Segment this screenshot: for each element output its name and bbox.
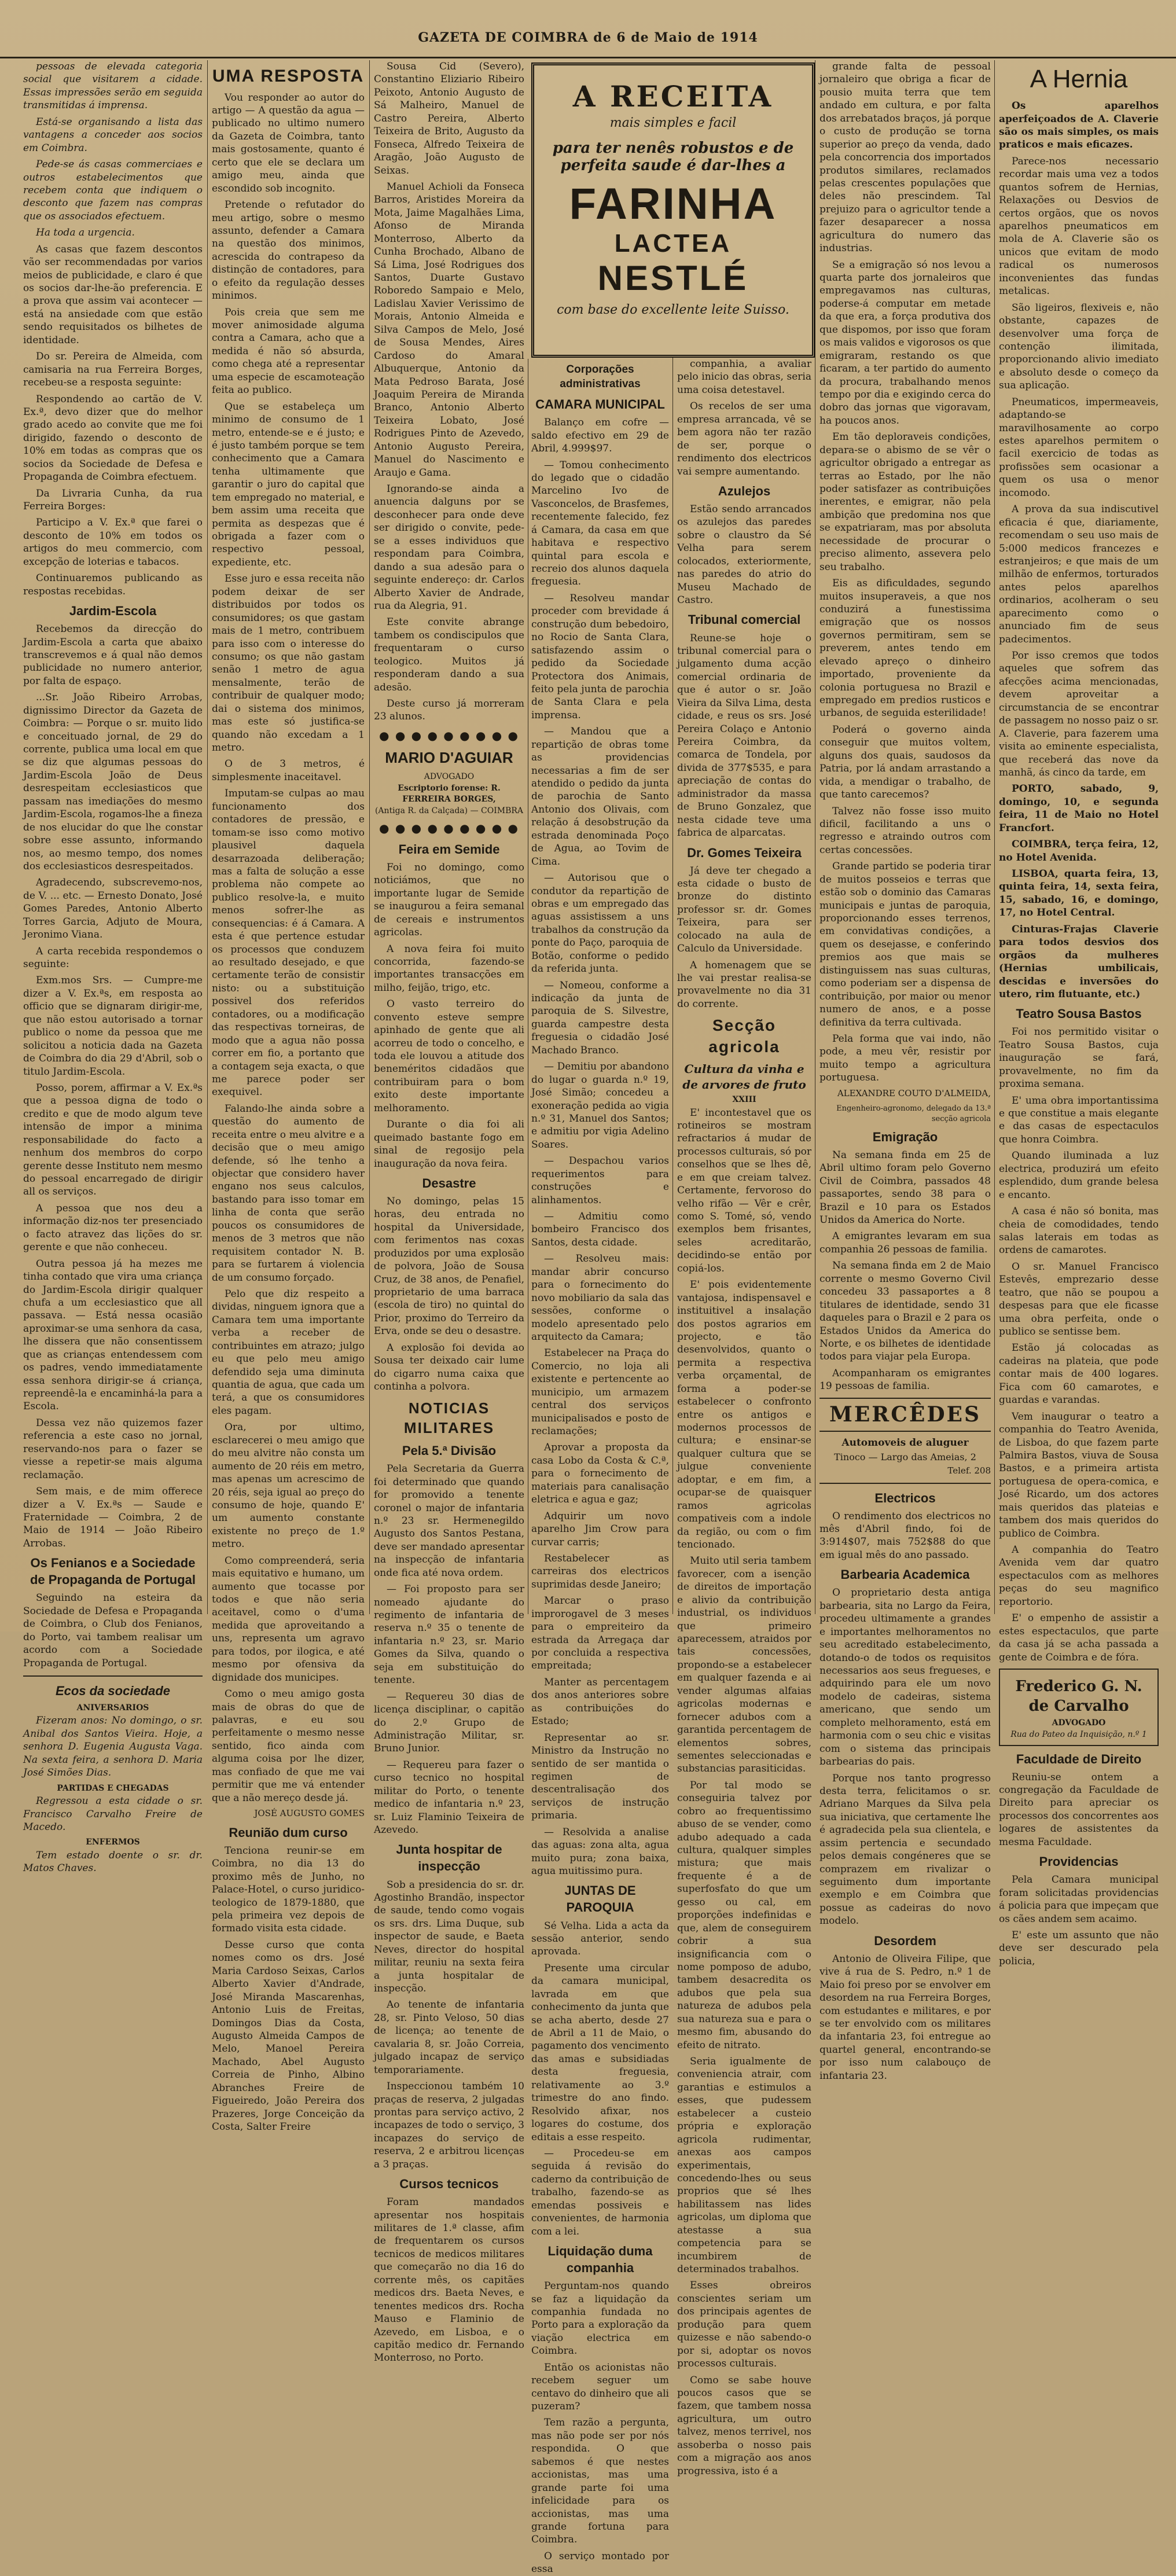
section-heading: Teatro Sousa Bastos [1016,1006,1142,1021]
section-heading: Reunião dum curso [229,1825,348,1840]
paragraph: — Nomeou, conforme a indicação da junta de paroquia de S. Silvestre, guarda campestre desta freguesia o cidadão José Machado Branco. [531,979,669,1056]
paragraph: Como o meu amigo gosta mais de obras do que de palavras, e eu sou perfeitamente o mesmo nesse sentido, fico ainda com alguma coisa por lhe dizer, mas confiado de que me vai permitir que me vá entender que a não mereço desde já. [212,1688,365,1804]
paragraph: Então os acionistas não recebem seguer um centavo do dinheiro que ali puzeram? [531,2361,669,2412]
paragraph: Por tal modo se conseguiria talvez por cobro ao frequentissimo abuso de se vender, como adubo adequado a cada cultura, qualquer simples mistura; que mais frequente é a de superfosfato do que um gesso ou cal, em proporções indefinidas e que, alem de conseguirem cobrir a sua insignificancia com o nome pomposo de adubo, tambem desacredita os adubos que pela sua natureza de adubos pela sua natureza sua e para o mesmo fim, abusando do efeito de nitrato. [677,1779,811,2051]
section-heading: Ecos da sociedade [55,1683,171,1698]
paragraph: Ora, por ultimo, esclarecerei o meu amigo que do meu alvitre não consta um aumento de 20 réis em metro, mas apenas um acrescimo de 20 réis, seja igual ao preço do consumo de hoje, quando E' um aumento constante existente no preço de 1.º metro. [212,1421,365,1550]
section-heading: Os Fenianos e a Sociedade de Propaganda de Portugal [30,1556,196,1588]
section-heading: Electricos [874,1490,936,1505]
paragraph: Seguindo na esteira da Sociedade de Defesa e Propaganda de Coimbra, o Club dos Fenianos, do Porto, vai tambem realisar um acordo com a Sociedade Propaganda de Portugal. [23,1592,203,1669]
section-heading: JUNTAS DE PAROQUIA [564,1883,636,1915]
paragraph: A prova da sua indiscutivel eficacia é que, diariamente, recomendam o seu uso mais de 5:000 medicos francezes e estranjeiros; e que mais de um milhão de enfermos, torturados antes pelos aparelhos ordinarios, acolheram o seu aparecimento como o anunciado fim de seus padecimentos. [999,504,1159,645]
section-heading: Cursos tecnicos [399,2177,499,2192]
paragraph: A homenagem que se lhe vai prestar realisa-se provavelmente no dia 31 do corrente. [677,959,811,1010]
paragraph: Estão sendo arrancados os azulejos das paredes sobre o claustro da Sé Velha para serem colocados, exteriormente, nas paredes do atrio do Museu Machado de Castro. [677,503,811,607]
paragraph: O de 3 metros, é simplesmente inaceitavel. [212,758,365,783]
paragraph: Balanço em cofre — saldo efectivo em 29 de Abril, 4.999$97. [531,417,669,455]
paragraph: Dessa vez não quizemos fazer referencia a este caso no jornal, reservando-nos para o fazer se viesse a repetir-se mais alguma reclamação. [23,1417,203,1481]
paragraph: Seria igualmente de conveniencia atrair, com garantias e estimulos a esses, que pudessem estabelecer a custeio própria e exploração agricola rudimentar, anexas aos campos experimentais, concedendo-lhes ou seus proprios que sé lhes habilitassem nas lides agricolas, um diploma que atestasse a sua competencia para se incumbirem de determinados trabalhos. [677,2056,811,2275]
paragraph: Pneumaticos, impermeaveis, adaptando-se maravilhosamente ao corpo estes aparelhos permitem o facil exercicio de todas as profissões sem ocasionar a quem os usa o menor incomodo. [999,396,1159,499]
paragraph: Cinturas-Frajas Claverie para todos desvios dos orgãos da mulheres (Hernias umbilicais, descidas e inversões do utero, rim flutuante, etc.) [999,923,1159,1000]
paragraph: — Procedeu-se em seguida á revisão do caderno da contribuição de trabalho, fazendo-se as emendas possiveis e convenientes, de harmonia com a lei. [531,2147,669,2237]
paragraph: Parece-nos necessario recordar mais uma vez a todos quantos sofrem de Hernias, Relaxações ou Desvios de certos orgãos, que os novos aparelhos pneumaticos em mola de A. Claverie são os unicos que evitam de modo radical os numerosos inconvenientes das fundas metalicas. [999,155,1159,297]
paragraph: Durante o dia foi ali queimado bastante fogo em sinal de regosijo pela inauguração da nova feira. [374,1119,524,1170]
section-heading: Tribunal comercial [688,612,801,627]
ad-tagline: mais simples e facil [609,116,737,130]
paragraph: grande falta de pessoal jornaleiro que obriga a ficar de pousio muita terra que tem andado em cultura, e por falta dos arrebatados braços, já porque o custo de produção se torna superior ao preço da venda, dado pela concorrencia dos importados produtos similares, reclamados pelas crescentes populações que deles não prescindem. Tal prejuizo para o agricultor tende a fazer desaparecer a nossa agricultura do numero das industrias. [819,61,991,255]
paragraph: Marcar o praso improrogavel de 3 meses para o empreiteiro da estrada da Arregaça dar por concluida a respectiva empreitada; [531,1595,669,1672]
paragraph: E' o empenho de assistir a estes espectaculos, que parte da casa já se acha passada a gente de Coimbra e de fóra. [999,1612,1159,1663]
paragraph: Desse curso que conta nomes como os drs. José Maria Cardoso Seixas, Carlos Alberto Xavier d'Andrade, José Miranda Mascarenhas, Antonio Luis de Freitas, Domingos Dias da Costa, Augusto Almeida Campos de Melo, Manoel Pereira Machado, Abel Augusto Correia de Pinho, Albino Abranches Freire de Figueiredo, João Pereira dos Prazeres, Jorge Conceição da Costa, Salter Freire [212,1939,365,2133]
paragraph: Ha toda a urgencia. [36,227,135,239]
paragraph: Falando-lhe ainda sobre a questão do aumento de receita entre o meu alvitre e a decisão que o meu amigo defende, só lhe tenho a objectar que considero haver engano nos seus calculos, bastando para isso tomar em linha de conta que serão poucos os consumidores de menos de 3 metros que não requisitem contador N. B. para se furtarem á violencia de um consumo forçado. [212,1103,365,1284]
paragraph: Regressou a esta cidade o sr. Francisco Carvalho Freire de Macedo. [23,1795,203,1833]
section-heading: Secção agricola [708,1016,780,1056]
paragraph: Participo a V. Ex.ª que farei o desconto de 10% em todos os artigos do meu commercio, com excepção de loterias e tabacos. [23,517,203,568]
paragraph: — Autorisou que o condutor da repartição de obras e um empregado das aguas assistissem a uns trabalhos da construção da ponte do Paço, paroquia de Botão, conforme o pedido da referida junta. [531,872,669,975]
ad-product-word-2: LACTEA [614,229,732,258]
paragraph: Sob a presidencia do sr. dr. Agostinho Brandão, inspector de saude, tendo como vogais os srs. drs. Lima Duque, sub inspector de saude, e Baeta Neves, director do hospital militar, reuniu na sexta feira a junta hospitalar de inspecção. [374,1879,524,1994]
paragraph: Reuniu-se ontem a congregação da Faculdade de Direito para apreciar os processos dos concorrentes aos logares de assistentes da mesma Faculdade. [999,1771,1159,1848]
mercedes-ad-line: Automoveis de aluguer [841,1437,969,1449]
paragraph: Está-se organisando a lista das vantagens a conceder aos socios em Coimbra. [23,116,203,154]
divider [819,1483,991,1484]
paragraph: Muito util seria tambem favorecer, com a isenção de direitos de importação e alivio da contribuição industrial, os individuos que primeiro aparecessem, atraidos por tais concessões, propondo-se a estabelecer em qualquer fazenda e ai vender algumas alfaias agricolas modernas e fornecer adubos com a garantida percentagem de elementos sobres, sementes seleccionadas e substancias parasiticidas. [677,1555,811,1775]
paragraph: PORTO, sabado, 9, domingo, 10, e segunda feira, 11 de Maio no Hotel Francfort. [999,783,1159,834]
article-title: UMA RESPOSTA [212,67,365,86]
paragraph: — Despachou varios requerimentos para construções e alinhamentos. [531,1155,669,1206]
column-rule [369,60,370,1614]
paragraph: — Mandou que a repartição de obras tome as providencias necessarias a fim de ser atendido o pedido da junta de parochia de Santo Antonio dos Olivais, com relação á desobstrução da estrada denominada Poço de Agua, ao Tovim de Cima. [531,726,669,868]
paragraph: Presente uma circular da camara municipal, lavrada em que conhecimento da junta que se acha aberto, desde 27 de Abril a 11 de Maio, o pagamento dos vencimento das amas e subsidiadas desta freguesia, relativamente ao 3.º trimestre do ano findo. Resolvido afixar, nos logares do costume, dos editais a esse respeito. [531,1962,669,2143]
section-heading: Corporações administrativas [560,363,641,391]
subheading: ANIVERSARIOS [76,1703,149,1713]
paragraph: Por isso cremos que todos aqueles que sofrem das afecções acima mencionadas, devem aproveitar a circumstancia de se encontrar de passagem no nosso paiz o sr. A. Claverie, para fazerem uma visita ao eminente especialista, que receberá das nove da manhã, ás cinco da tarde, em [999,650,1159,778]
paragraph: — Resolveu mandar proceder com brevidade á construção dum bebedoiro, no Rocio de Santa Clara, satisfazendo assim o pedido da Sociedade Protectora dos Animais, feito pela junta de parochia de Santa Clara e pela imprensa. [531,592,669,721]
paragraph: Antonio de Oliveira Filipe, que vive á rua de S. Pedro, n.º 1 de Maio foi preso por se envolver em desordem na rua Ferreira Borges, com estudantes e militares, e por se ter envolvido com os militares da infantaria 23, foi entregue ao quartel general, encontrando-se por isso num calabouço de infantaria 23. [819,1953,991,2082]
section-heading: Junta hospitar de inspecção [396,1842,502,1874]
paragraph: O vasto terreiro do convento esteve sempre apinhado de gente que ali acorreu de todo o concelho, e toda ele louvou a atitude dos beneméritos cidadãos que contribuiram para o bom exito deste importante melhoramento. [374,998,524,1114]
column-4 [531,358,669,2575]
paragraph: Que se estabeleça um minimo de consumo de 1 metro, entende-se e é justo; e é justo também porque se tem conhecimento que a Camara tenha ultimamente que garantir o juro do capital que tem empregado no material, e bem assim uma receita que permita as despezas que é obrigada a fazer com o respectivo pessoal, expediente, etc. [212,400,365,568]
paragraph: A companhia do Teatro Avenida vem dar quatro espectaculos com as melhores peças do seu magnifico reportorio. [999,1544,1159,1608]
section-heading: Feira em Semide [398,841,500,857]
paragraph: Foi nos permitido visitar o Teatro Sousa Bastos, cuja inauguração se fará, provavelmente, no fim da proxima semana. [999,1026,1159,1090]
paragraph: Perguntam-nos quando se faz a liquidação da companhia fundada no Porto para a exploração da viação electrica em Coimbra. [531,2280,669,2357]
paragraph: Os recelos de ser uma empresa arrancada, vê se bem agora não ter razão de ser, porque o rendimento dos electricos vai sempre aumentando. [677,400,811,477]
section-heading: Desordem [874,1933,936,1948]
paragraph: Na semana finda em 2 de Maio corrente o mesmo Governo Civil concedeu 33 passaportes a 8 titulares de identidade, sendo 31 daqueles para o Brazil e 2 para os Estados Unidos da America do Norte, e os bilhetes de identidade todos para viajar pela Europa. [819,1260,991,1363]
subheading: PARTIDAS E CHEGADAS [57,1783,169,1793]
paragraph: — Demitiu por abandono do lugar o guarda n.º 19, José Simão; concedeu a exoneração pedida ao vigia n.º 31, Manuel dos Santos; e admitiu por vigia Adelino Soares. [531,1061,669,1151]
signature-title: Engenheiro-agronomo, delegado da 13.ª secção agricola [836,1104,991,1123]
paragraph: Ignorando-se ainda a anuencia dalguns por se desconhecer para onde deve ser dirigido o convite, pede-se a esses individuos que respondam para Coimbra, dando a sua adesão para o seguinte endereço: dr. Carlos Alberto Xavier de Andrade, rua da Alegria, 91. [374,483,524,612]
paragraph: Este convite abrange tambem os condiscipulos que frequentaram o curso teologico. Muitos já responderam dando a sua adesão. [374,616,524,693]
paragraph: E' este um assunto que não deve ser descurado pela policia, [999,1929,1159,1967]
paragraph: O sr. Manuel Francisco Estevês, emprezario desse teatro, que não se poupou a despesas para que ele ficasse uma obra perfeita, onde o publico se sentisse bem. [999,1261,1159,1338]
paragraph: Grande partido se poderia tirar de muitos posseios e terras que estão sob o dominio das Camaras municipais e juntas de paroquia, proporcionando esses terrenos, em convidativas condições, a quem os desejasse, e conferindo premios aos que mais se distinguissem nas suas culturas, como poderiam ser a dispensa de contribuição, por maior ou menor numero de anos, e a posse definitiva da terra cultivada. [819,861,991,1028]
paragraph: O proprietario desta antiga barbearia, sita no Largo da Feira, procedeu ultimamente a grandes e importantes melhoramentos no seu acreditado estabelecimento, dotando-o de todos os requisitos necessarios aos seus fregueses, e adquirindo para ele um novo modelo de cadeiras, sistema americano, que sendo um completo melhoramento, está em harmonia com o seu chic e visitas com o sistema das principais barbearias do pais. [819,1587,991,1768]
ad-footer: com base do excellente leite Suisso. [557,303,789,317]
paragraph: Restabelecer as carreiras dos electricos suprimidas desde Janeiro; [531,1552,669,1590]
paragraph: Da Livraria Cunha, da rua Ferreira Borges: [23,487,203,512]
section-heading: Faculdade de Direito [1016,1751,1142,1766]
paragraph: Como se sabe houve poucos casos que se fazem, que tambem nossa agricultura, um outro talvez, menos terrivel, nos assoberba o nosso pais com a migração aos anos progressiva, isto é a [677,2374,811,2477]
paragraph: A carta recebida respondemos o seguinte: [23,945,203,971]
signature: JOSÉ AUGUSTO GOMES [254,1808,365,1819]
paragraph: Porque nos tanto progresso desta terra, felicitamos o sr. Adriano Marques da Silva pela sua iniciativa, que certamente lhe é agradecida pela sua clientela, e assim pertencia e secundado pelos demais congéneres que se comprazem em rivalizar o seguimento dum importante exemplo e em Coimbra que possue as cadeiras do novo modelo. [819,1772,991,1927]
section-heading: Emigração [872,1129,938,1144]
paragraph: A emigrantes levaram em sua companhia 26 pessoas de familia. [819,1230,991,1255]
paragraph: — Resolvida a analise das aguas: zona alta, agua muito pura; zona baixa, agua muitissimo pura. [531,1826,669,1877]
paragraph: COIMBRA, terça feira, 12, no Hotel Avenida. [999,839,1159,863]
paragraph: A pessoa que nos deu a informação diz-nos ter presenciado o facto atravez das lições do sr. gerente e que não conheceu. [23,1202,203,1254]
paragraph: Os aparelhos aperfeiçoados de A. Claverie são os mais simples, os mais praticos e mais eficazes. [999,100,1159,151]
paragraph: Tem razão a pergunta, mas não pode ser por nós respondida. O que sabemos é que nestes accionistas, mas uma grande parte foi uma infelicidade para os accionistas, mas uma grande fortuna para Coimbra. [531,2417,669,2546]
paragraph: Respondendo ao cartão de V. Ex.ª, devo dizer que do melhor grado acedo ao convite que me foi dirigido, fazendo o desconto de 10% em todas as compras que os socios da Sociedade de Defesa e Propaganda de Coimbra efectuem. [23,393,203,483]
paragraph: Representar ao sr. Ministro da Instrução no sentido de ser mantida o regimen de descentralisação dos serviços de instrução primaria. [531,1732,669,1822]
ad-claim: para ter nenês robustos e de perfeita saude é dar-lhes a [552,139,794,174]
paragraph: — Foi proposto para ser nomeado ajudante do regimento de infantaria de reserva n.º 35 o tenente de infantaria n.º 23, sr. Mario Gomes da Silva, quando o seja em substituição do tenente. [374,1583,524,1686]
paragraph: O rendimento dos electricos no mês d'Abril findo, foi de 3:914$07, mais 752$88 do que em igual mês do ano passado. [819,1510,991,1561]
paragraph: Posso, porem, affirmar a V. Ex.ªs que a pessoa digna de todo o credito e que de modo algum teve intensão de impor a minima responsabilidade do facto a nenhum dos membros do corpo gerente desse Instituto nem mesmo do pessoal encarregado de dirigir all os serviços. [23,1082,203,1198]
ad-lawyer-name: Frederico G. N. de Carvalho [1015,1677,1142,1715]
ad-lawyer-address: Rua do Pateo da Inquisição, n.º 1 [1010,1730,1147,1740]
ad-lawyer-office: Escriptorio forense: R. FERREIRA BORGES, [398,784,501,804]
section-heading: Providencias [1039,1854,1119,1869]
paragraph: A explosão foi devida ao Sousa ter deixado cair lume do cigarro numa caixa que continha a polvora. [374,1342,524,1393]
signature: ALEXANDRE COUTO D'ALMEIDA, [837,1087,991,1098]
ad-lawyer-name: MARIO D'AGUIAR [385,749,513,767]
column-2 [212,60,365,2133]
paragraph: A nova feira foi muito concorrida, fazendo-se importantes transacções em milho, feijão, trigo, etc. [374,943,524,994]
paragraph: Sem mais, e de mim offerece dizer a V. Ex.ªs — Saude e Fraternidade — Coimbra, 2 de Maio de 1914 — João Ribeiro Arrobas. [23,1486,203,1549]
paragraph: Do sr. Pereira de Almeida, com camisaria na rua Ferreira Borges, recebeu-se a resposta seguinte: [23,351,203,389]
paragraph: Em tão deploraveis condições, depara-se o abismo de se vêr o agricultor obrigado a entregar as terras ao Estado, por lhe não poder satisfazer as contribuições inerentes, e emigrar, não pela ambição que predomina nos que se expatriaram, mas por absoluta necessidade de procurar o preciso alimento, assevera pelo seu trabalho. [819,431,991,573]
paragraph: ...Sr. João Ribeiro Arrobas, dignissimo Director da Gazeta de Coimbra: — Porque o sr. muito lido e conceituado jornal, de 29 do corrente, publica uma local em que se diz que algumas pessoas do Jardim-Escola João de Deus desrespeitam ecclesiasticos que passam nas imediações do mesmo Jardim-Escola, rogamos-lhe a fineza de nos elucidar do que lhe constar sobre esse assunto, informando nos, ao mesmo tempo, dos nomes dos ecclesiasticos desrespeitados. [23,692,203,872]
paragraph: Foram mandados apresentar nos hospitais militares de 1.ª classe, afim de frequentarem os cursos tecnicos de medicos militares que começarão no dia 16 do corrente mês, os capitães medicos drs. Baeta Neves, e tenentes medicos drs. Rocha Mauso e Flaminio de Azevedo, em Lisboa, e o capitão medico dr. Fernando Monterroso, no Porto. [374,2196,524,2364]
ad-brand: NESTLÉ [597,259,749,297]
subheading: Cultura da vinha e de arvores de fruto [682,1062,806,1092]
paragraph: Ao tenente de infantaria 28, sr. Pinto Veloso, 50 dias de licença; ao tenente de cavalaria 8, sr. João Correia, julgado incapaz de serviço temporariamente. [374,1999,524,2076]
paragraph: Exm.mos Srs. — Cumpre-me dizer a V. Ex.ªs, em resposta ao officio que se dignaram dirigir-me, que não estou autorisado a tornar publico o nome da pessoa que me solicitou a noticia dada na Gazeta de Coimbra do dia 29 d'Abril, sob o titulo Jardim-Escola. [23,975,203,1078]
paragraph: Imputam-se culpas ao mau funcionamento dos contadores de pressão, e tomam-se isso como motivo plausivel daquela desarrazoada deliberação; mas a falta de solução a esse problema não compete ao publico resolve-la, e muito menos sofrer-lhe as consequencias: é á Camara. A esta é que pertence estudar os processos que conduzem ao resultado desejado, e que certamente terão de consistir nisto: ou a substituição possivel dos referidos contadores, ou a modificação das respectivas torneiras, de modo que a agua não possa correr em fio, a portanto que a contagem seja exacta, o que me parece poder ser exequivel. [212,788,365,1098]
paragraph: Estabelecer na Praça do Comercio, no loja ali existente e pertencente ao municipio, um armazem central dos serviços municipalisados e posto de reclamações; [531,1347,669,1437]
paragraph: Deste curso já morreram 23 alunos. [374,698,524,723]
paragraph: Vou responder ao autor do artigo — A questão da agua — publicado no ultimo numero da Gazeta de Coimbra, tanto mais gostosamente, quanto é certo que ele se declara um amigo meu, ainda que escondido sob incognito. [212,91,365,194]
mercedes-ad-title: MERCÊDES [819,1398,991,1432]
section-heading: NOTICIAS MILITARES [403,1399,495,1436]
section-heading: Dr. Gomes Teixeira [687,845,802,860]
column-7 [999,60,1159,1967]
paragraph: Pretende o refutador do meu artigo, sobre o mesmo assunto, defender a Camara na questão dos minimos, acrescida do contrapeso da distinção de contadores, para o efeito da regulação desses minimos. [212,199,365,302]
subheading: CAMARA MUNICIPAL [535,397,665,412]
paragraph: Eis as dificuldades, segundo muitos insuperaveis, a que nos conduzirá a funestissima emigração que os nossos governos permitiram, sem se preverem, antes tendo em elevado apreço o dinheiro importado, proveniente da colonia portuguesa no Brazil e empregado em predios rusticos e urbanos, de seguida esterilidade! [819,578,991,719]
divider [23,1675,203,1677]
column-6 [819,60,991,2082]
paragraph: Foi no domingo, como noticiámos, que no importante lugar de Semide se inaugurou a feira semanal de cereais e instrumentos agricolas. [374,861,524,939]
ornament-divider: ● ● ● ● ● ● ● ● ● [379,821,519,836]
paragraph: Tem estado doente o sr. dr. Matos Chaves. [23,1849,203,1875]
subheading: Pela 5.ª Divisão [402,1443,497,1458]
paragraph: Esse juro e essa receita não podem deixar de ser distribuidos por todos os consumidores; os que gastam mais de 1 metro, contribuem para isso com o interesse do consumo; os que não gastam senão 1 metro de agua mensalmente, terão de contribuir de qualquer modo; dai o sistema dos minimos, mas este só justifica-se quando não excedam a 1 metro. [212,573,365,754]
paragraph: Agradecendo, subscrevemo-nos, de V. ... etc. — Ernesto Donato, José Gomes Paredes, Antonio Alberto Torres Garcia, Adjuto de Moura, Jeronimo Viana. [23,877,203,941]
section-heading: Azulejos [718,483,771,498]
paragraph: Sé Velha. Lida a acta da sessão anterior, sendo aprovada. [531,1920,669,1958]
paragraph: Se a emigração só nos levou a quarta parte dos jornaleiros que empregavamos nas culturas, poderse-á computar em metade da que era, a força produtiva dos que dispomos, por isso que foram os mais validos e vigorosos os que emigraram, restando os que ficaram, a ter partido do aumento da procura, trabalhando menos tempo por dia e exigindo cerca do dobro das jornas que vigoravam, ha poucos anos. [819,259,991,427]
subheading: ENFERMOS [86,1838,140,1847]
column-rule [994,60,995,1614]
paragraph: Reune-se hoje o tribunal comercial para o julgamento duma acção comercial ordinaria de que é autor o sr. João Vieira da Silva Lima, desta cidade, e reus os srs. José Pereira Colaço e Antonio Pereira Coimbra, da comarca de Tondela, por divida de 377$535, e para apreciação de contas do administrador da massa de Bruno Gonzalez, que nesta cidade teve uma fabrica de alparcatas. [677,632,811,839]
column-5 [677,358,811,2477]
ad-product-word-1: FARINHA [569,179,777,229]
paragraph: — Admitiu como bombeiro Francisco dos Santos, desta cidade. [531,1211,669,1248]
paragraph: No domingo, pelas 15 horas, deu entrada no hospital da Universidade, com ferimentos nas coxas produzidos por uma explosão de polvora, João de Sousa Cruz, de 38 anos, de Penafiel, proprietario de uma barraca (escola de tiro) no quintal do Prior, proximo do Terreiro da Erva, onde se deu o desastre. [374,1195,524,1337]
mercedes-ad-address: Tinoco — Largo das Ameias, 2 [834,1451,976,1462]
paragraph: Pois creia que sem me mover animosidade alguma contra a Camara, acho que a medida é não só absurda, como chega até a representar uma especie de escamoteação feita ao publico. [212,306,365,396]
paragraph: Manuel Achioli da Fonseca Barros, Aristides Moreira da Mota, Jaime Magalhães Lima, Afonso de Miranda Monterroso, Alberto da Cunha Brochado, Albano de Sá Lima, José Rodrigues dos Santos, Duarte Gustavo Roboredo Sampaio e Melo, Ladislau Xavier Verissimo de Morais, Antonio Almeida e Silva Campos de Melo, José de Sousa Mendes, Aires Cardoso do Amaral Albuquerque, Antonio da Mata Pedroso Barata, José Joaquim Pereira de Miranda Branco, Antonio Alberto Teixeira Lobato, José Rodrigues Pinto de Azevedo, Antonio Augusto Pereira, Manuel do Nascimento e Araujo e Gama. [374,181,524,479]
paragraph: Aprovar a proposta da casa Lobo da Costa & C.ª, para o fornecimento de materiais para canalisação eletrica e agua e gaz; [531,1442,669,1506]
mercedes-ad-phone: Telef. 208 [947,1465,991,1476]
paragraph: Pela Camara municipal foram solicitadas providencias á policia para que impeçam que os cães andem sem acaimo. [999,1874,1159,1925]
section-heading: Barbearia Academica [840,1567,970,1582]
paragraph: E' incontestavel que os rotineiros se mostram refractarios á mudar de processos culturais, só por conselhos que se lhes dê, e em que creiam talvez. Certamente, fervoroso do velho rifão — Vêr e crêr, como S. Tomé, só, vendo exemplos bem frisantes, seles acreditarão, decidindo-se então por copiá-los. [677,1107,811,1274]
paragraph: Quando iluminada a luz electrica, produzirá um efeito esplendido, dum grande belesa e encanto. [999,1150,1159,1201]
section-heading: Jardim-Escola [69,604,157,619]
paragraph: São ligeiros, flexiveis e, não obstante, capazes de desenvolver uma força de contenção ilimitada, proporcionando alivio imediato e absoluto desde o começo da sua aplicação. [999,302,1159,392]
column-1 [23,60,203,1875]
paragraph: Sousa Cid (Severo), Constantino Eliziario Ribeiro Peixoto, Antonio Augusto de Sá Malheiro, Manuel de Castro Pereira, Alberto Teixeira de Brito, Augusto da Fonseca, Alfredo Teixeira de Aragão, João Augusto de Seixas. [374,61,524,177]
paragraph: E' pois evidentemente vantajosa, indispensavel e instituitivel a insalação dos postos agrarios em projecto, e tão desenvolvidos, quanto o permita a respectiva verba orçamental, de forma a poder-se estabelecer o confronto entre os antigos e modernos processos de cultura; e ensinar-se qualquer cultura que se julgue conveniente adoptar, e em fim, a ocupar-se de quaisquer ramos agricolas compativeis com a indole da região, ou com o fim tencionado. [677,1279,811,1550]
paragraph: — Requereu 30 dias de licença disciplinar, o capitão do 2.º Grupo de Administração Militar, sr. Bruno Junior. [374,1691,524,1755]
nestle-advertisement [531,63,815,358]
paragraph: A casa é não só bonita, mas cheia de comodidades, tendo salas laterais em todas as ordens de camarotes. [999,1206,1159,1256]
paragraph: Outra pessoa já ha mezes me tinha contado que vira uma criança do Jardim-Escola dirigir qualquer chufa a um ecclesiastico que all passava. — Está nessa ocasião aproximar-se uma senhora da casa, lhe dissera que não consentissem que as crianças entendessem com os padres, vendo immediatamente essa senhora dirigir-se á criança, repreendê-la e encaminhá-la para a Escola. [23,1258,203,1413]
ad-lawyer-address: (Antiga R. da Calçada) — COIMBRA [374,806,524,815]
paragraph: Poderá o governo ainda conseguir que muitos voltem, alguns dos quais, saudosos da Patria, por lá andam arrastando a vida, a mendigar o trabalho, de que tanto carecemos? [819,723,991,801]
paragraph: Estão já colocadas as cadeiras na plateia, que pode contar mais de 400 logares. Fica com 60 camarotes, e guardas e varandas. [999,1342,1159,1406]
lawyer-advertisement [999,1669,1159,1746]
paragraph: Acompanharam os emigrantes 19 pessoas de familia. [819,1367,991,1392]
masthead-title: GAZETA DE COIMBRA de 6 de Maio de 1914 [418,30,758,45]
paragraph: — Requereu para fazer o curso tecnico no hospital militar do Porto, o tenente medico de infantaria n.º 23, sr. Luiz Flaminio Teixeira de Azevedo. [374,1759,524,1836]
ad-lawyer-role: ADVOGADO [1052,1718,1106,1728]
paragraph: E' uma obra importantissima e que constitue a mais elegante e das casas de espectaculos que honra Coimbra. [999,1094,1159,1145]
paragraph: — Tomou conhecimento do legado que o cidadão Marcelino Ivo de Vasconcelos, de Brasfemes, recentemente falecido, fez á Camara, da casa em que habitava e respectivo quintal para escola e recreio dos alunos daquela freguesia. [531,459,669,588]
section-heading: Desastre [422,1175,476,1190]
paragraph: Esses obreiros conscientes seriam um dos principais agentes de produção para quem quizesse e não sabendo-o por si, adoptar os novos processos culturais. [677,2280,811,2370]
paragraph: As casas que fazem descontos vão ser recommendadas por varios meios de publicidade, e claro é que os socios dar-lhe-ão preferencia. E a prova que assim vai acontecer — está na ansiedade com que estão sendo requisitados os bilhetes de identidade. [23,243,203,346]
paragraph: Talvez não fosse isso muito dificil, facilitando a uns o regresso e atraindo outros com certas concessões. [819,805,991,856]
paragraph: Pelo que diz respeito a dividas, ninguem ignora que a Camara tem uma importante verba a receber de contribuintes em atrazo; julgo eu que pelo meu amigo defendido seja uma diminuta quantia de agua, que cada um terá, a que os consumidores eles pagam. [212,1288,365,1417]
article-number: XXIII [732,1095,756,1105]
column-rule [207,60,208,1614]
paragraph: Fizeram anos: No domingo, o sr. Anibal dos Santos Vieira. Hoje, a senhora D. Eugenia Augusta Vaga. Na sexta feira, a senhora D. Maria José Simões Dias. [23,1715,203,1779]
paragraph: Tenciona reunir-se em Coimbra, no dia 13 do proximo mês de Junho, no Palace-Hotel, o curso juridico-teologico de 1879-1880, que pela primeira vez depois de formado visita esta cidade. [212,1844,365,1935]
paragraph: — Resolveu mais: mandar abrir concurso para o fornecimento do novo mobiliario da sala das sessões, conforme o modelo apresentado pelo arquitecto da Camara; [531,1253,669,1343]
column-rule [672,358,673,1614]
paragraph: Pela Secretaria da Guerra foi determinado que quando for promovido a tenente coronel o major de infantaria n.º 23 sr. Hermenegildo Augusto dos Santos Pestana, deve ser mandado apresentar na inspecção de infantaria onde fica até nova ordem. [374,1463,524,1579]
paragraph: companhia, a avaliar pelo inicio das obras, seria uma coisa detestavel. [677,358,811,396]
column-3 [374,60,524,2364]
paragraph: Continuaremos publicando as respostas recebidas. [23,572,203,597]
paragraph: Adquirir um novo aparelho Jim Crow para curvar carris; [531,1510,669,1548]
paragraph: Na semana finda em 25 de Abril ultimo foram pelo Governo Civil de Coimbra, passados 48 passaportes, sendo 38 para o Brazil e 10 para os Estados Unidos da America do Norte. [819,1149,991,1226]
paragraph: pessoas de elevada categoria social que visitarem a cidade. Essas impressões serão em seguida transmitidas á imprensa. [23,61,203,112]
paragraph: Pela forma que vai indo, não pode, a meu vêr, resistir por muito tempo a agricultura portuguesa. [819,1032,991,1084]
paragraph: Pede-se ás casas commerciaes e outros estabelecimentos que recebem conta que indiquem o desconto que fazem nas compras que os associados efectuem. [23,159,203,222]
paragraph: Recebemos da direcção do Jardim-Escola a carta que abaixo transcrevemos e á qual não demos publicidade no numero anterior, por falta de espaço. [23,623,203,687]
masthead [0,22,1176,58]
section-heading: Liquidação duma companhia [547,2244,653,2276]
paragraph: Vem inaugurar o teatro a companhia do Teatro Avenida, de Lisboa, do que fazem parte Palmira Bastos, viuva de Sousa Bastos, e a primeira artista portuguesa de opera-comica, e José Ricardo, um dos actores mais queridos das plateias e tambem dos mais queridos do publico de Coimbra. [999,1410,1159,1539]
paragraph: LISBOA, quarta feira, 13, quinta feira, 14, sexta feira, 15, sabado, 16, e domingo, 17, no Hotel Central. [999,868,1159,919]
paragraph: Manter as percentagem dos anos anteriores sobre as contribuições do Estado; [531,1676,669,1728]
ornament-divider: ● ● ● ● ● ● ● ● ● [379,728,519,743]
paragraph: Já deve ter chegado a esta cidade o busto de bronze do distinto professor sr. dr. Gomes Teixeira, para ser colocado na aula de Calculo da Universidade. [677,865,811,955]
article-title: A Hernia [1030,65,1128,93]
ad-lawyer-role: ADVOGADO [424,771,475,781]
ad-headline: A RECEITA [572,79,774,113]
paragraph: O serviço montado por essa [531,2550,669,2575]
paragraph: Como compreenderá, seria mais equitativo e humano, um aumento que tocasse por todos e que não seria aceitavel, como o d'uma medida que aproveitando a uns, representa um agravo para todos, por ilogica, e até mesmo por ofensiva da dignidade dos municipes. [212,1555,365,1684]
paragraph: Inspeccionou também 10 praças de reserva, 2 julgadas prontas para serviço activo, 2 incapazes de todo o serviço, 3 incapazes do serviço de reserva, 2 e arbitrou licenças a 3 praças. [374,2081,524,2170]
